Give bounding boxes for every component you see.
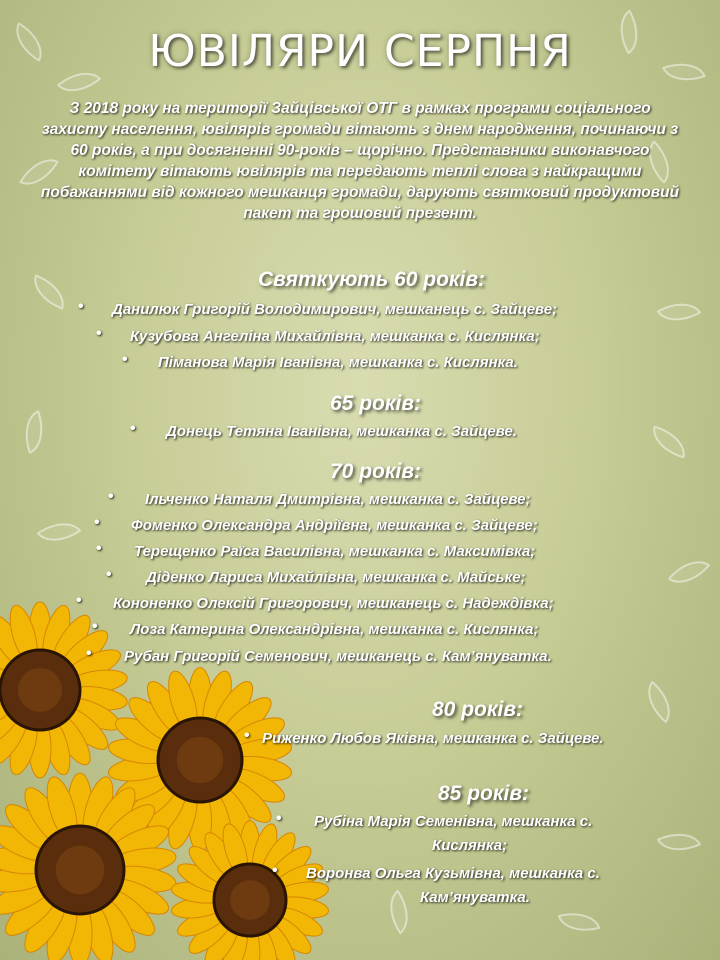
- section-heading-70: 70 років:: [330, 460, 422, 483]
- list-item: Рубіна Марія Семенівна, мешканка с.: [314, 813, 593, 830]
- section-heading-80: 80 років:: [432, 698, 524, 721]
- bullet: •: [130, 420, 136, 437]
- bullet: •: [108, 488, 114, 505]
- section-heading-85: 85 років:: [438, 782, 530, 805]
- list-item: Кононенко Олексій Григорович, мешканець с. Надеждівка;: [113, 595, 554, 612]
- bullet: •: [96, 325, 102, 342]
- list-item: Данилюк Григорій Володимирович, мешканець с. Зайцеве;: [112, 301, 558, 318]
- list-item: Рубан Григорій Семенович, мешканець с. Кам’януватка.: [124, 648, 552, 665]
- bullet: •: [76, 592, 82, 609]
- list-item: Лоза Катерина Олександрівна, мешканка с. Кислянка;: [130, 621, 539, 638]
- bullet: •: [92, 618, 98, 635]
- section-heading-65: 65 років:: [330, 392, 422, 415]
- list-item: Риженко Любов Яківна, мешканка с. Зайцеве.: [262, 730, 604, 747]
- bullet: •: [106, 566, 112, 583]
- bullet: •: [94, 514, 100, 531]
- list-item: Кузубова Ангеліна Михайлівна, мешканка с. Кислянка;: [130, 328, 540, 345]
- bullet: •: [122, 351, 128, 368]
- intro-paragraph: З 2018 року на території Зайцівської ОТГ в рамках програми соціального захисту населення, ювілярів громади вітають з днем народження, починаючи з 60 років, а при досягненні 90-років – щорічно. Представники виконавчого комітету вітають ювілярів та передають теплі слова з найкращими побажаннями від кожного мешканця громади, дарують святковий продуктовий пакет та грошовий презент.: [40, 100, 680, 222]
- bullet: •: [272, 862, 278, 879]
- bullet: •: [276, 810, 282, 827]
- sunflower-icon: [0, 602, 129, 778]
- page-title: ЮВІЛЯРИ СЕРПНЯ: [148, 26, 572, 77]
- list-item-continuation: Кам’януватка.: [420, 889, 530, 906]
- list-item: Фоменко Олександра Андріївна, мешканка с. Зайцеве;: [131, 517, 538, 534]
- list-item: Діденко Лариса Михайлівна, мешканка с. Майське;: [146, 569, 526, 586]
- list-item-continuation: Кислянка;: [432, 837, 508, 854]
- list-item: Донець Тетяна Іванівна, мешканка с. Зайцеве.: [166, 423, 517, 440]
- bullet: •: [244, 727, 250, 744]
- list-item: Ільченко Наталя Дмитрівна, мешканка с. Зайцеве;: [145, 491, 531, 508]
- bullet: •: [86, 645, 92, 662]
- bullet: •: [96, 540, 102, 557]
- list-item: Терещенко Раїса Василівна, мешканка с. Максимівка;: [134, 543, 536, 560]
- section-heading-60: Святкують 60 років:: [258, 268, 486, 291]
- list-item: Піманова Марія Іванівна, мешканка с. Кислянка.: [158, 354, 518, 371]
- bullet: •: [78, 298, 84, 315]
- list-item: Воронва Ольга Кузьмівна, мешканка с.: [306, 865, 600, 882]
